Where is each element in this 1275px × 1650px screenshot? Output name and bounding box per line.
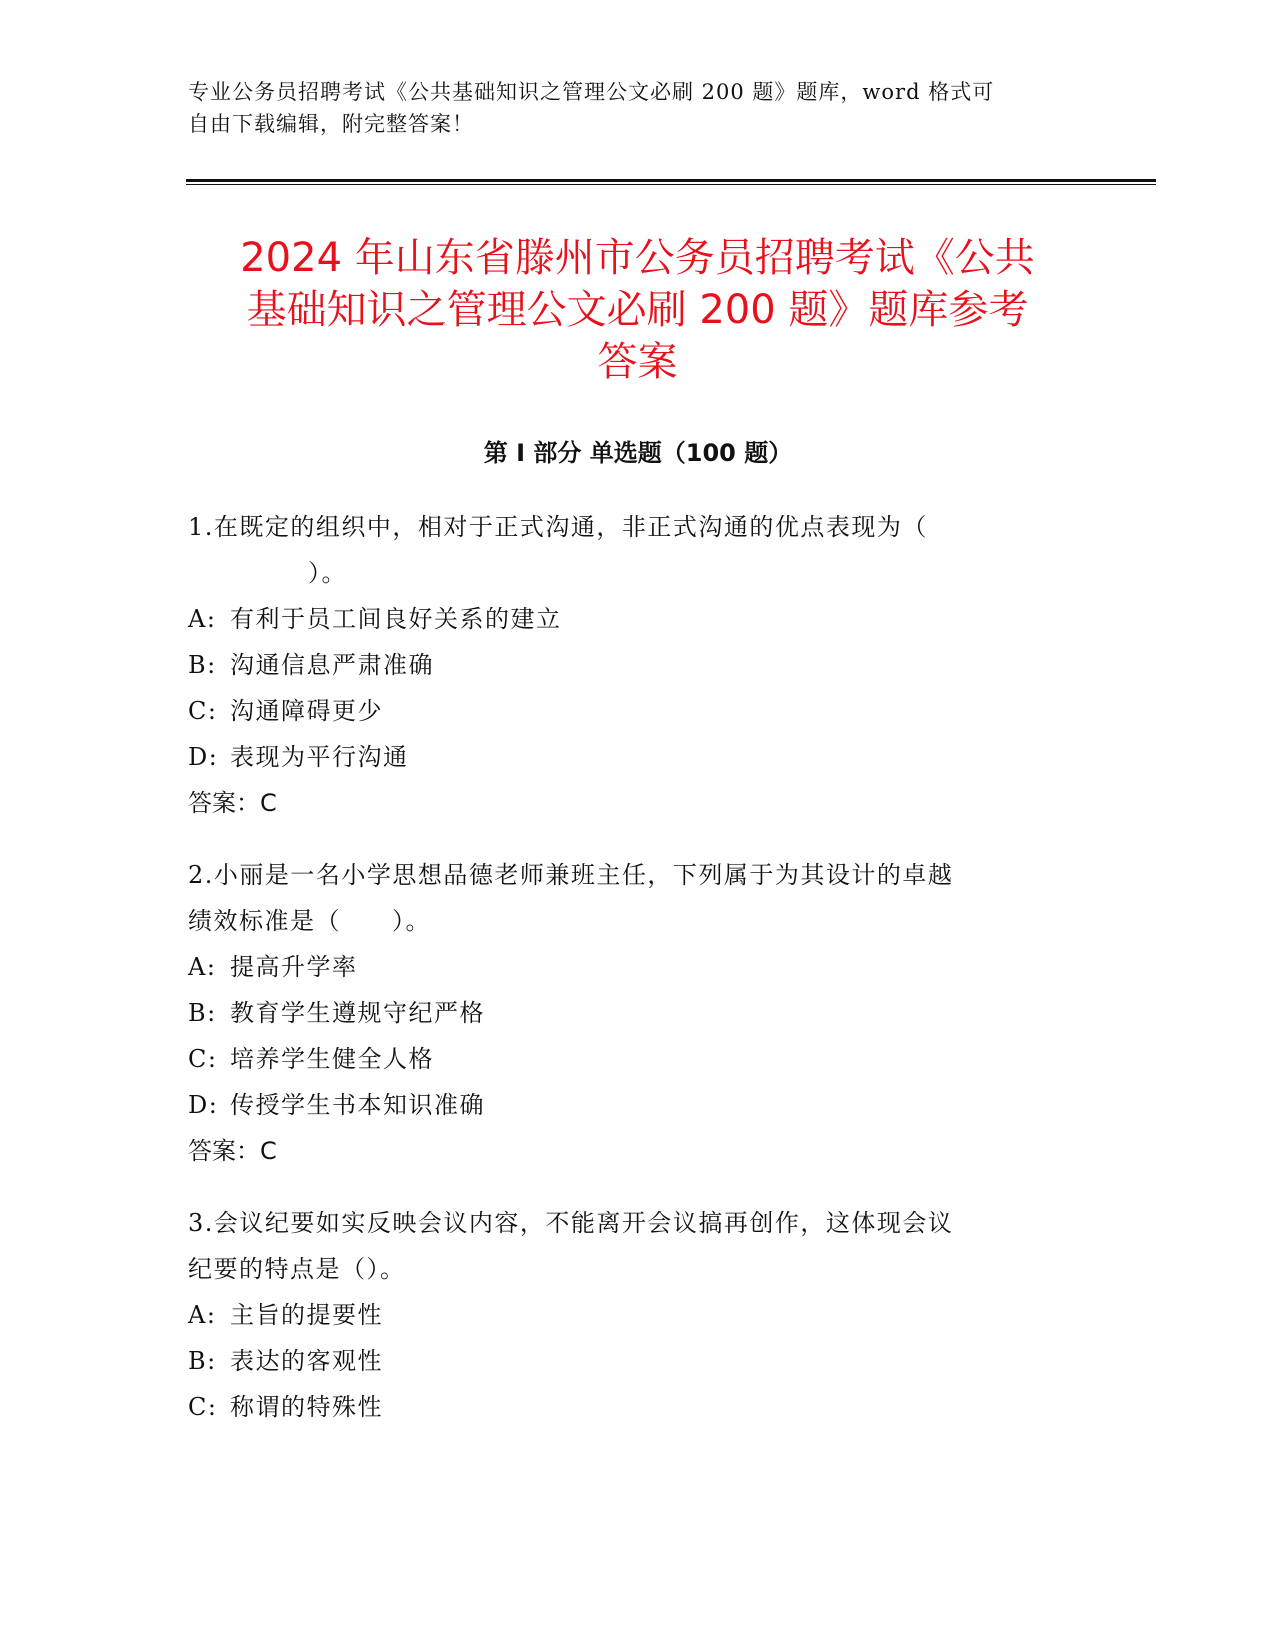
option-key: A: [188,1301,217,1329]
option-b [188,990,1068,1036]
question-2 [188,852,1068,1174]
option-c [188,688,1068,734]
option-text: 培养学生健全人格 [230,1045,434,1073]
question-stem-line-2: 纪要的特点是（）。 [188,1255,406,1283]
option-key: A: [188,953,217,981]
option-text: 主旨的提要性 [230,1301,383,1329]
option-key: A: [188,605,217,633]
question-stem-line-1: 2.小丽是一名小学思想品德老师兼班主任，下列属于为其设计的卓越 [188,861,954,889]
header-note [188,76,1068,140]
option-text: 传授学生书本知识准确 [230,1091,485,1119]
option-key: D: [188,743,219,771]
question-stem-line-2: 绩效标准是（ ）。 [188,907,431,935]
option-text: 表达的客观性 [230,1347,383,1375]
document-title-line-1: 2024 年山东省滕州市公务员招聘考试《公共 [240,235,1035,281]
option-key: B: [188,1347,217,1375]
option-a [188,1292,1068,1338]
option-a [188,944,1068,990]
document-title-line-2: 基础知识之管理公文必刷 200 题》题库参考 [246,287,1029,333]
option-key: C: [188,1393,218,1421]
option-key: B: [188,999,217,1027]
question-stem-line-1: 1.在既定的组织中，相对于正式沟通，非正式沟通的优点表现为（ [188,513,928,541]
option-a [188,596,1068,642]
option-key: C: [188,697,218,725]
option-d [188,734,1068,780]
option-key: B: [188,651,217,679]
option-text: 沟通障碍更少 [230,697,383,725]
header-note-line-2: 自由下载编辑，附完整答案！ [188,112,474,136]
section-title: 第 I 部分 单选题（100 题） [483,439,793,467]
option-text: 沟通信息严肃准确 [230,651,434,679]
option-text: 有利于员工间良好关系的建立 [230,605,562,633]
option-b [188,642,1068,688]
header-divider-thin [186,184,1156,185]
option-text: 教育学生遵规守纪严格 [230,999,485,1027]
question-1 [188,504,1068,826]
answer: 答案：C [188,789,277,817]
header-divider-thick [186,179,1156,182]
option-c [188,1384,1068,1430]
option-key: D: [188,1091,219,1119]
option-c [188,1036,1068,1082]
option-text: 称谓的特殊性 [230,1393,383,1421]
question-stem-line-2: ）。 [308,559,347,587]
option-text: 表现为平行沟通 [230,743,409,771]
option-text: 提高升学率 [230,953,358,981]
document-title-line-3: 答案 [597,339,678,385]
question-stem-line-1: 3.会议纪要如实反映会议内容，不能离开会议搞再创作，这体现会议 [188,1209,954,1237]
option-key: C: [188,1045,218,1073]
header-note-line-1: 专业公务员招聘考试《公共基础知识之管理公文必刷 200 题》题库，word 格式可 [188,80,995,104]
option-d [188,1082,1068,1128]
option-b [188,1338,1068,1384]
answer: 答案：C [188,1137,277,1165]
question-3 [188,1200,1068,1430]
document-title [150,232,1125,388]
